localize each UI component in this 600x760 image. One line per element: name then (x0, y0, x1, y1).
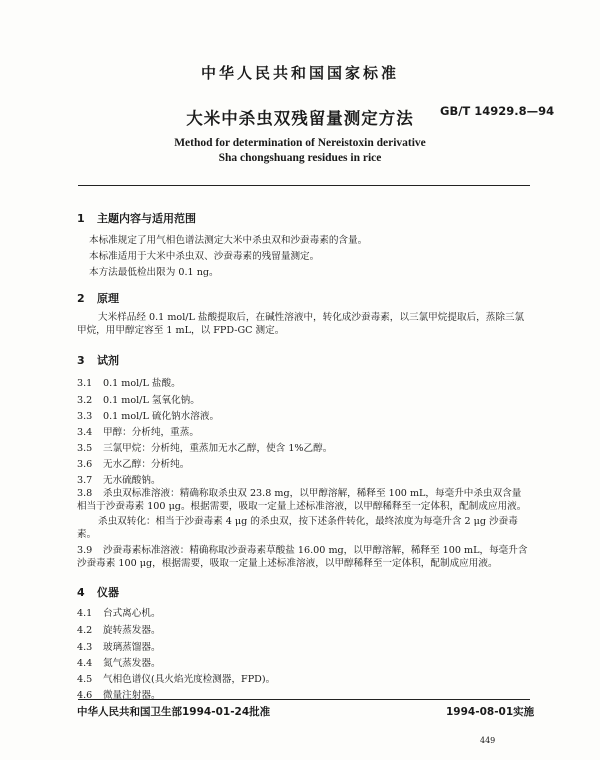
section-3-heading: 3 试剂 (77, 354, 119, 367)
top-divider (78, 185, 530, 186)
conversion-paragraph: 杀虫双转化：相当于沙蚕毒素 4 μg 的杀虫双，按下述条件转化，最终浓度为每毫升含 2 μg 沙蚕毒素。 (77, 516, 518, 540)
section-1-line-1: 本标准规定了用气相色谱法测定大米中杀虫双和沙蚕毒素的含量。 (89, 235, 368, 246)
national-standard-heading: 中华人民共和国国家标准 (200, 64, 399, 82)
english-title-line-1: Method for determination of Nereistoxin derivative (174, 137, 426, 149)
standard-number: GB/T 14929.8—94 (440, 104, 555, 118)
section-1-line-3: 本方法最低检出限为 0.1 ng。 (89, 267, 219, 278)
apparatus-item: 4.5 气相色谱仪(具火焰光度检测器，FPD)。 (77, 674, 276, 685)
reagent-item: 3.3 0.1 mol/L 硫化钠水溶液。 (77, 411, 220, 422)
reagent-item-3-9: 3.9 沙蚕毒素标准溶液：精确称取沙蚕毒素草酸盐 16.00 mg，以甲醇溶解，稀释至 100 mL，每毫升含沙蚕毒素 100 μg，根据需要，吸取一定量上述标准溶液，以甲醇稀释至一定体积，配制成应用液。 (77, 545, 528, 569)
apparatus-item: 4.6 微量注射器。 (77, 690, 161, 701)
reagent-item: 3.6 无水乙醇：分析纯。 (77, 459, 190, 470)
reagent-item-3-8: 3.8 杀虫双标准溶液：精确称取杀虫双 23.8 mg，以甲醇溶解，稀释至 100 mL，每毫升中杀虫双含量相当于沙蚕毒素 100 μg。根据需要，吸取一定量上述标准溶液，以甲醇稀释至一定体积，配制成应用液。 (77, 488, 527, 512)
section-2-heading: 2 原理 (77, 292, 119, 305)
bottom-divider (78, 699, 530, 700)
reagent-item: 3.2 0.1 mol/L 氢氧化钠。 (77, 395, 200, 406)
reagent-item: 3.4 甲醇：分析纯，重蒸。 (77, 427, 199, 438)
approval-line: 中华人民共和国卫生部1994-01-24批准 (77, 706, 271, 718)
apparatus-item: 4.3 玻璃蒸馏器。 (77, 642, 161, 653)
section-4-heading: 4 仪器 (77, 586, 119, 599)
section-2-paragraph: 大米样品经 0.1 mol/L 盐酸提取后，在碱性溶液中，转化成沙蚕毒素，以三氯甲烷提取后，蒸除三氯甲烷，用甲醇定容至 1 mL，以 FPD-GC 测定。 (77, 312, 525, 336)
reagent-item: 3.5 三氯甲烷：分析纯，重蒸加无水乙醇，使含 1%乙醇。 (77, 443, 333, 454)
document-title: 大米中杀虫双残留量测定方法 (186, 109, 414, 128)
apparatus-item: 4.1 台式离心机。 (77, 608, 161, 619)
apparatus-item: 4.2 旋转蒸发器。 (77, 625, 161, 636)
apparatus-item: 4.4 氮气蒸发器。 (77, 658, 161, 669)
implementation-date: 1994-08-01实施 (446, 706, 535, 718)
reagent-item: 3.7 无水硫酸钠。 (77, 475, 161, 486)
reagent-item: 3.1 0.1 mol/L 盐酸。 (77, 378, 181, 389)
section-1-heading: 1 主题内容与适用范围 (77, 212, 196, 225)
section-1-line-2: 本标准适用于大米中杀虫双、沙蚕毒素的残留量测定。 (89, 251, 320, 262)
english-title-line-2: Sha chongshuang residues in rice (218, 152, 382, 164)
page-number: 449 (480, 736, 496, 745)
